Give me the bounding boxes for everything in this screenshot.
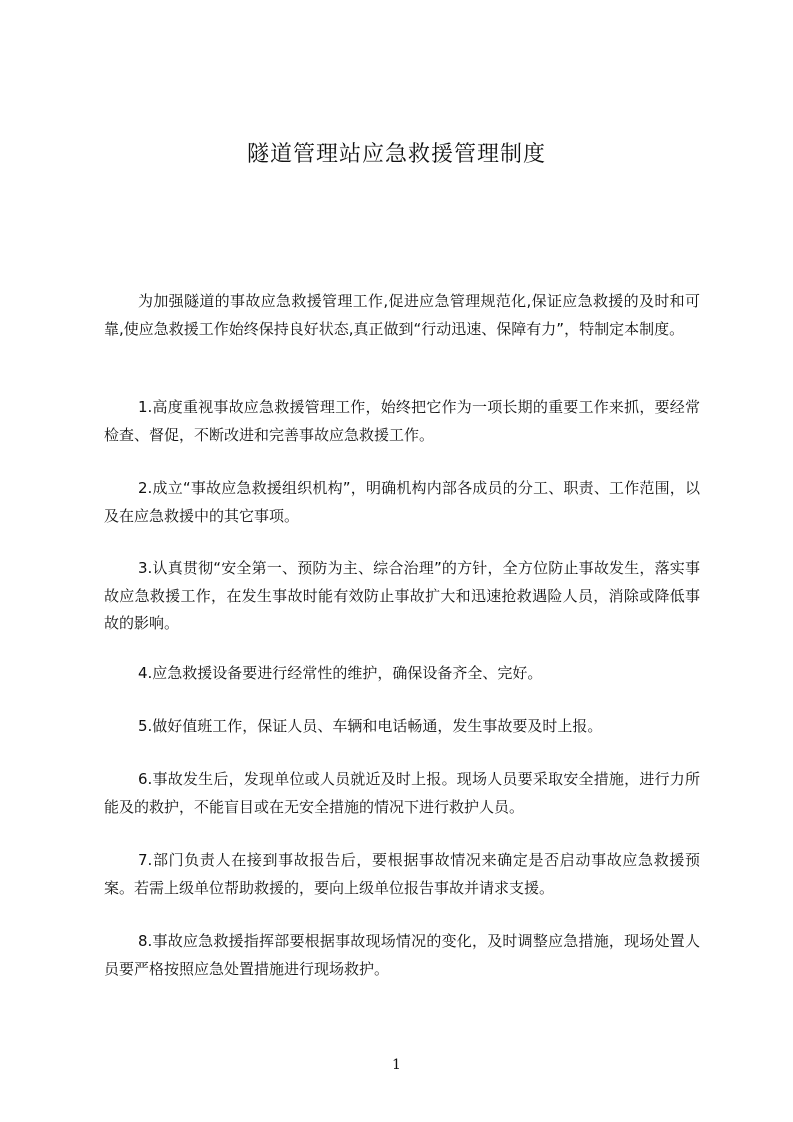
- document-title: 隧道管理站应急救援管理制度: [246, 142, 546, 167]
- rule-item-3: 3.认真贯彻“安全第一、预防为主、综合治理”的方针，全方位防止事故发生，落实事故应急救援工作，在发生事故时能有效防止事故扩大和迅速抢救遇险人员，消除或降低事故的影响。: [104, 559, 700, 632]
- rule-item-5: 5.做好值班工作，保证人员、车辆和电话畅通，发生事故要及时上报。: [138, 717, 603, 735]
- rule-item-7: 7.部门负责人在接到事故报告后，要根据事故情况来确定是否启动事故应急救援预案。若需上级单位帮助救援的，要向上级单位报告事故并请求支援。: [104, 851, 700, 897]
- rule-item-1: 1.高度重视事故应急救援管理工作，始终把它作为一项长期的重要工作来抓，要经常检查、督促，不断改进和完善事故应急救援工作。: [104, 398, 700, 444]
- intro-paragraph: 为加强隧道的事故应急救援管理工作,促进应急管理规范化,保证应急救援的及时和可靠,使应急救援工作始终保持良好状态,真正做到“行动迅速、保障有力”，特制定本制度。: [104, 292, 700, 338]
- page-number: 1: [392, 1057, 401, 1073]
- rule-item-2: 2.成立“事故应急救援组织机构”，明确机构内部各成员的分工、职责、工作范围，以及在应急救援中的其它事项。: [104, 479, 700, 525]
- rule-item-8: 8.事故应急救援指挥部要根据事故现场情况的变化，及时调整应急措施，现场处置人员要严格按照应急处置措施进行现场救护。: [104, 932, 700, 978]
- rule-item-4: 4.应急救援设备要进行经常性的维护，确保设备齐全、完好。: [138, 664, 543, 682]
- rule-item-6: 6.事故发生后，发现单位或人员就近及时上报。现场人员要采取安全措施，进行力所能及的救护，不能盲目或在无安全措施的情况下进行救护人员。: [104, 770, 700, 816]
